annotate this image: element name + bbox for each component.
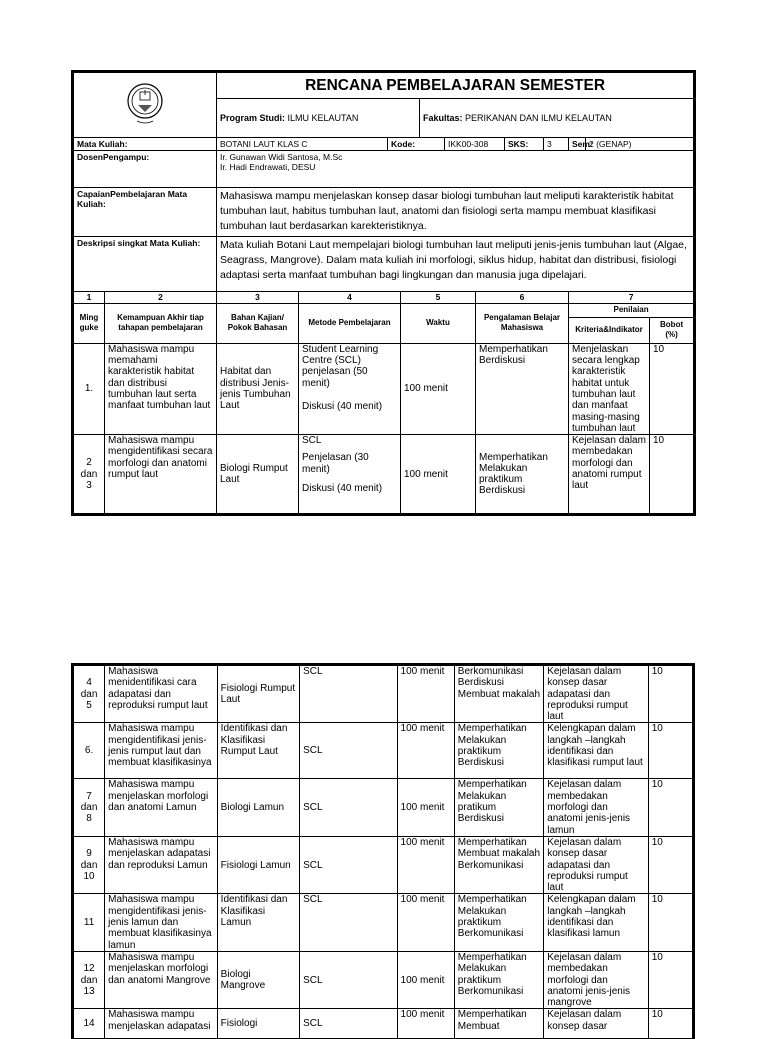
university-seal-icon	[126, 81, 164, 125]
row-kemampuan: Mahasiswa mampu memahami karakteristik habitat dan distribusi tumbuhan laut serta manfaat tumbuhan laut	[105, 343, 217, 434]
page-title: RENCANA PEMBELAJARAN SEMESTER	[217, 72, 695, 99]
table-row	[73, 779, 694, 836]
row-kemampuan: Mahasiswa mampu mengidentifikasi jenis-jenis lamun dan membuat klasifikasinya lamun	[105, 894, 218, 951]
row-bahan: Fisiologi Rumput Laut	[217, 665, 299, 723]
table-row	[73, 894, 694, 951]
table-row	[73, 665, 694, 723]
row-week: 12 dan 13	[73, 951, 105, 1008]
program-studi: Program Studi: ILMU KELAUTAN	[217, 99, 420, 138]
row-metode: SCL	[300, 665, 397, 723]
col-number-1: 1	[73, 292, 105, 304]
header-kriteria: Kriteria&Indikator	[569, 317, 650, 343]
row-pengalaman: Memperhatikan Membuat makalah Berkomunikasi	[454, 836, 543, 893]
row-week: 7 dan 8	[73, 779, 105, 836]
row-week: 2 dan 3	[73, 435, 105, 515]
table-row	[73, 836, 694, 893]
dosen-label: DosenPengampu:	[73, 151, 217, 188]
row-pengalaman: Memperhatikan Melakukan praktikum Berkomunikasi	[454, 894, 543, 951]
row-kemampuan: Mahasiswa mampu menjelaskan morfologi dan anatomi Mangrove	[105, 951, 218, 1008]
row-bobot: 10	[650, 435, 695, 515]
row-waktu: 100 menit	[397, 723, 454, 779]
kode-label: Kode:	[388, 138, 445, 151]
row-bahan: Biologi Mangrove	[217, 951, 299, 1008]
row-bobot: 10	[648, 1009, 693, 1039]
row-metode: SCL	[300, 779, 397, 836]
col-number-7: 7	[569, 292, 695, 304]
row-bobot: 10	[648, 665, 693, 723]
col-number-5: 5	[401, 292, 476, 304]
row-week: 14	[73, 1009, 105, 1039]
table-row	[73, 343, 695, 434]
row-kriteria: Kejelasan dalam konsep dasar	[544, 1009, 649, 1039]
row-waktu: 100 menit	[397, 665, 454, 723]
row-bahan: Fisiologi Lamun	[217, 836, 299, 893]
header-kemampuan: Kemampuan Akhir tiap tahapan pembelajaran	[105, 304, 217, 344]
row-pengalaman: Berkomunikasi Berdiskusi Membuat makalah	[454, 665, 543, 723]
dosen-value: Ir. Gunawan Widi Santosa, M.Sc Ir. Hadi Endrawati, DESU	[217, 151, 695, 188]
row-pengalaman: Memperhatikan Melakukan praktikum Berdiskusi	[476, 435, 569, 515]
row-kemampuan: Mahasiswa mampu menjelaskan adapatasi dan reproduksi Lamun	[105, 836, 218, 893]
col-number-4: 4	[299, 292, 401, 304]
kode-value: IKK00-308	[445, 138, 505, 151]
row-waktu: 100 menit	[397, 894, 454, 951]
row-bahan: Biologi Rumput Laut	[217, 435, 299, 515]
fakultas: Fakultas: PERIKANAN DAN ILMU KELAUTAN	[420, 99, 695, 138]
row-kemampuan: Mahasiswa mampu mengidentifikasi secara morfologi dan anatomi rumput laut	[105, 435, 217, 515]
sks-label: SKS:	[505, 138, 544, 151]
col-number-2: 2	[105, 292, 217, 304]
row-pengalaman: Memperhatikan Melakukan praktikum Berkomunikasi	[454, 951, 543, 1008]
row-kriteria: Kejelasan dalam konsep dasar adapatasi dan reproduksi rumput laut	[544, 836, 649, 893]
header-metode: Metode Pembelajaran	[299, 304, 401, 344]
row-kriteria: Menjelaskan secara lengkap karakteristik habitat untuk tumbuhan laut dan manfaat masing-masing tumbuhan laut	[569, 343, 650, 434]
row-kriteria: Kejelasan dalam membedakan morfologi dan anatomi jenis-jenis mangrove	[544, 951, 649, 1008]
sks-value: 3	[544, 138, 569, 151]
row-waktu: 100 menit	[397, 836, 454, 893]
row-pengalaman: Memperhatikan Berdiskusi	[476, 343, 569, 434]
row-waktu: 100 menit	[397, 1009, 454, 1039]
row-kemampuan: Mahasiswa menidentifikasi cara adapatasi dan reproduksi rumput laut	[105, 665, 218, 723]
table-row	[73, 723, 694, 779]
row-metode: Student Learning Centre (SCL) penjelasan (50 menit) Diskusi (40 menit)	[299, 343, 401, 434]
university-logo	[73, 72, 217, 138]
col-number-3: 3	[217, 292, 299, 304]
row-bahan: Habitat dan distribusi Jenis-jenis Tumbuhan Laut	[217, 343, 299, 434]
header-pengalaman: Pengalaman Belajar Mahasiswa	[476, 304, 569, 344]
matakuliah-value: BOTANI LAUT KLAS C	[217, 138, 388, 151]
row-week: 9 dan 10	[73, 836, 105, 893]
row-waktu: 100 menit	[401, 343, 476, 434]
row-bobot: 10	[648, 951, 693, 1008]
row-metode: SCL Penjelasan (30 menit) Diskusi (40 menit)	[299, 435, 401, 515]
row-kriteria: Kelengkapan dalam langkah –langkah identifikasi dan klasifikasi lamun	[544, 894, 649, 951]
table-row	[73, 951, 694, 1008]
col-number-6: 6	[476, 292, 569, 304]
header-penilaian: Penilaian	[569, 304, 695, 318]
row-bahan: Biologi Lamun	[217, 779, 299, 836]
matakuliah-label: Mata Kuliah:	[73, 138, 217, 151]
row-pengalaman: Memperhatikan Membuat	[454, 1009, 543, 1039]
row-bobot: 10	[648, 779, 693, 836]
capaian-label: CapaianPembelajaran Mata Kuliah:	[73, 188, 217, 237]
row-kemampuan: Mahasiswa mampu menjelaskan morfologi dan anatomi Lamun	[105, 779, 218, 836]
deskripsi-label: Deskripsi singkat Mata Kuliah:	[73, 237, 217, 292]
row-week: 6.	[73, 723, 105, 779]
row-bobot: 10	[650, 343, 695, 434]
row-bahan: Identifikasi dan Klasifikasi Rumput Laut	[217, 723, 299, 779]
row-pengalaman: Memperhatikan Melakukan praktikum Berdiskusi	[454, 723, 543, 779]
row-waktu: 100 menit	[397, 779, 454, 836]
row-waktu: 100 menit	[397, 951, 454, 1008]
rps-table-page-1	[71, 70, 696, 516]
table-row	[73, 1009, 694, 1039]
row-waktu: 100 menit	[401, 435, 476, 515]
row-metode: SCL	[300, 894, 397, 951]
header-mingguke: Ming guke	[73, 304, 105, 344]
row-metode: SCL	[300, 1009, 397, 1039]
row-kriteria: Kelengkapan dalam langkah –langkah identifikasi dan klasifikasi rumput laut	[544, 723, 649, 779]
row-kriteria: Kejelasan dalam membedakan morfologi dan anatomi jenis-jenis lamun	[544, 779, 649, 836]
row-metode: SCL	[300, 836, 397, 893]
sem-value: 2 (GENAP)	[586, 138, 695, 151]
rps-table-page-2	[71, 663, 695, 1039]
row-week: 4 dan 5	[73, 665, 105, 723]
row-bobot: 10	[648, 723, 693, 779]
header-bahan-kajian: Bahan Kajian/ Pokok Bahasan	[217, 304, 299, 344]
deskripsi-value: Mata kuliah Botani Laut mempelajari biologi tumbuhan laut meliputi jenis-jenis tumbuhan laut (Algae, Seagrass, Mangrove). Dalam mata kuliah ini morfologi, siklus hidup, habitat dan distribusi, fisiologi adaptasi serta manfaat tumbuhan bagi lingkungan dan manusia juga dipelajari.	[217, 237, 695, 292]
sem-label: Sem:	[569, 138, 586, 151]
row-bahan: Identifikasi dan Klasifikasi Lamun	[217, 894, 299, 951]
row-metode: SCL	[300, 951, 397, 1008]
row-bobot: 10	[648, 836, 693, 893]
header-waktu: Waktu	[401, 304, 476, 344]
row-bahan: Fisiologi	[217, 1009, 299, 1039]
row-week: 1.	[73, 343, 105, 434]
row-kriteria: Kejelasan dalam konsep dasar adapatasi dan reproduksi rumput laut	[544, 665, 649, 723]
row-bobot: 10	[648, 894, 693, 951]
row-pengalaman: Memperhatikan Melakukan pratikum Berdiskusi	[454, 779, 543, 836]
row-kriteria: Kejelasan dalam membedakan morfologi dan anatomi rumput laut	[569, 435, 650, 515]
capaian-value: Mahasiswa mampu menjelaskan konsep dasar biologi tumbuhan laut meliputi karakteristik habitat tumbuhan laut, habitus tumbuhan laut, anatomi dan fisiologi serta mampu membuat klasifikasi tumbuhan laut berdasarkan karekteristiknya.	[217, 188, 695, 237]
row-metode: SCL	[300, 723, 397, 779]
header-bobot: Bobot (%)	[650, 317, 695, 343]
row-week: 11	[73, 894, 105, 951]
row-kemampuan: Mahasiswa mampu mengidentifikasi jenis-jenis rumput laut dan membuat klasifikasinya	[105, 723, 218, 779]
row-kemampuan: Mahasiswa mampu menjelaskan adapatasi	[105, 1009, 218, 1039]
table-row	[73, 435, 695, 515]
